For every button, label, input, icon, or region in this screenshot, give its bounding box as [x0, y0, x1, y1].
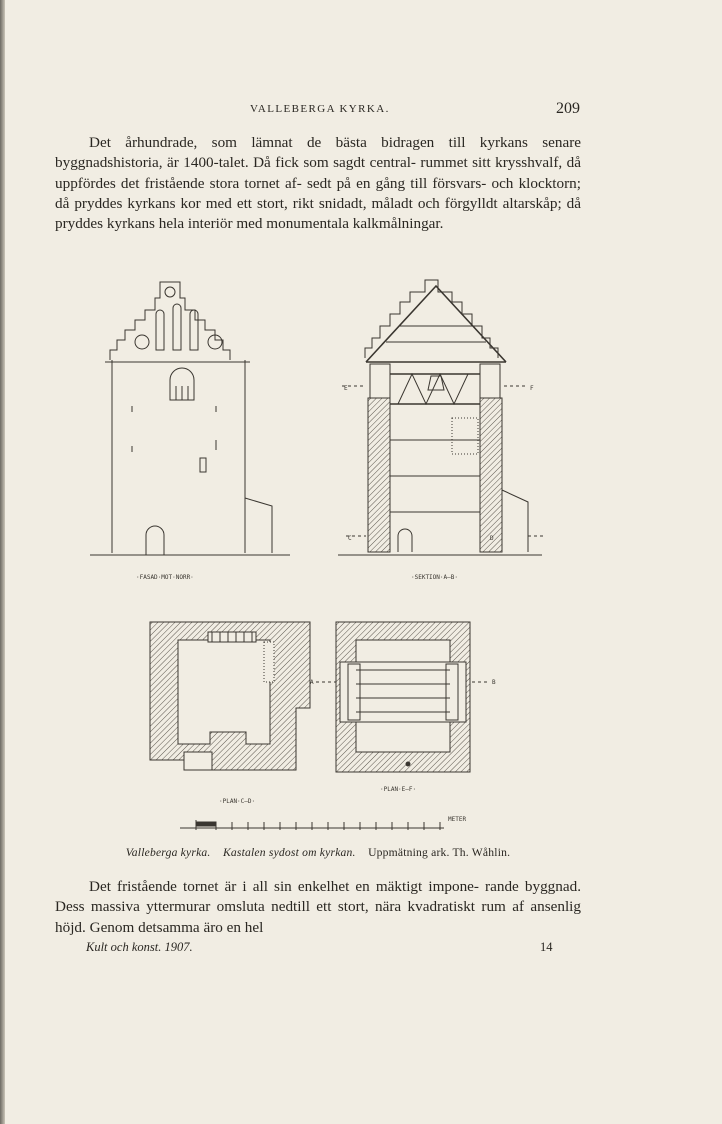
annex-roof: [245, 498, 272, 553]
page-number: 209: [556, 100, 580, 117]
mark-b: B: [492, 679, 496, 686]
running-head: [90, 100, 580, 123]
caption-title: Valleberga kyrka.: [125, 846, 211, 859]
label-section: ·SEKTION·A–B·: [411, 574, 458, 581]
section-door: [398, 529, 412, 552]
architectural-drawing-figure: [80, 270, 534, 840]
label-plan-cd: ·PLAN·C–D·: [219, 798, 256, 805]
paragraph-2: Det fristående tornet är i all sin enkelhet en mäktigt impone- rande byggnad. Dess massiva yttermurar omsluta nedtill ett stort, nära kvadratiskt rum af ansenlig höjd. Genom detsamma äro en hel: [55, 878, 581, 936]
scale-unit-label: METER: [448, 816, 467, 823]
mark-d: D: [490, 535, 494, 542]
paragraph-1: Det århundrade, som lämnat de bästa bidragen till kyrkans senare byggnadshistoria, är 1400-talet. Då fick som sagdt central- rummet sitt krysshvalf, då uppfördes det fristående stora tornet af- sedt på en gång till försvars- och klocktorn; då pryddes kyrkans kor med ett stort, rikt snidadt, måladt och förgylldt altarskåp; då pryddes kyrkans hela interiör med monumentala kalkmålningar.: [55, 134, 581, 233]
belfry-right: [480, 364, 500, 398]
section-ab-drawing: [338, 280, 544, 555]
footer-signature: 14: [540, 940, 553, 954]
gable-oculus-top: [165, 287, 175, 297]
scale-bar: [180, 820, 444, 830]
plan-cd-drawing: [150, 622, 310, 770]
slit-window: [200, 458, 206, 472]
label-elevation: ·FASAD·MOT·NORR·: [136, 574, 194, 581]
running-title: VALLEBERGA KYRKA.: [250, 103, 390, 115]
mark-e: E: [344, 385, 348, 392]
footer-journal: Kult och konst. 1907.: [86, 940, 193, 954]
gable-blind-arches: [156, 304, 198, 350]
sound-opening: [170, 368, 194, 400]
section-wall-right: [480, 398, 502, 552]
figure-caption: [55, 846, 581, 859]
plan-ef-drawing: [316, 622, 490, 772]
belfry-left: [370, 364, 390, 398]
page-binding-edge: [0, 0, 5, 1124]
mark-c: C: [348, 535, 352, 542]
ground-door: [146, 526, 164, 555]
label-plan-ef: ·PLAN·E–F·: [380, 786, 417, 793]
north-elevation-drawing: [90, 282, 290, 555]
section-wall-left: [368, 398, 390, 552]
caption-subtitle: Kastalen sydost om kyrkan.: [222, 846, 356, 859]
caption-credit: Uppmätning ark. Th. Wåhlin.: [368, 846, 511, 859]
tower-drawings-svg: [80, 270, 534, 840]
mark-f: F: [530, 385, 534, 392]
mark-a: A: [310, 679, 314, 686]
gable-oculus-left: [135, 335, 149, 349]
